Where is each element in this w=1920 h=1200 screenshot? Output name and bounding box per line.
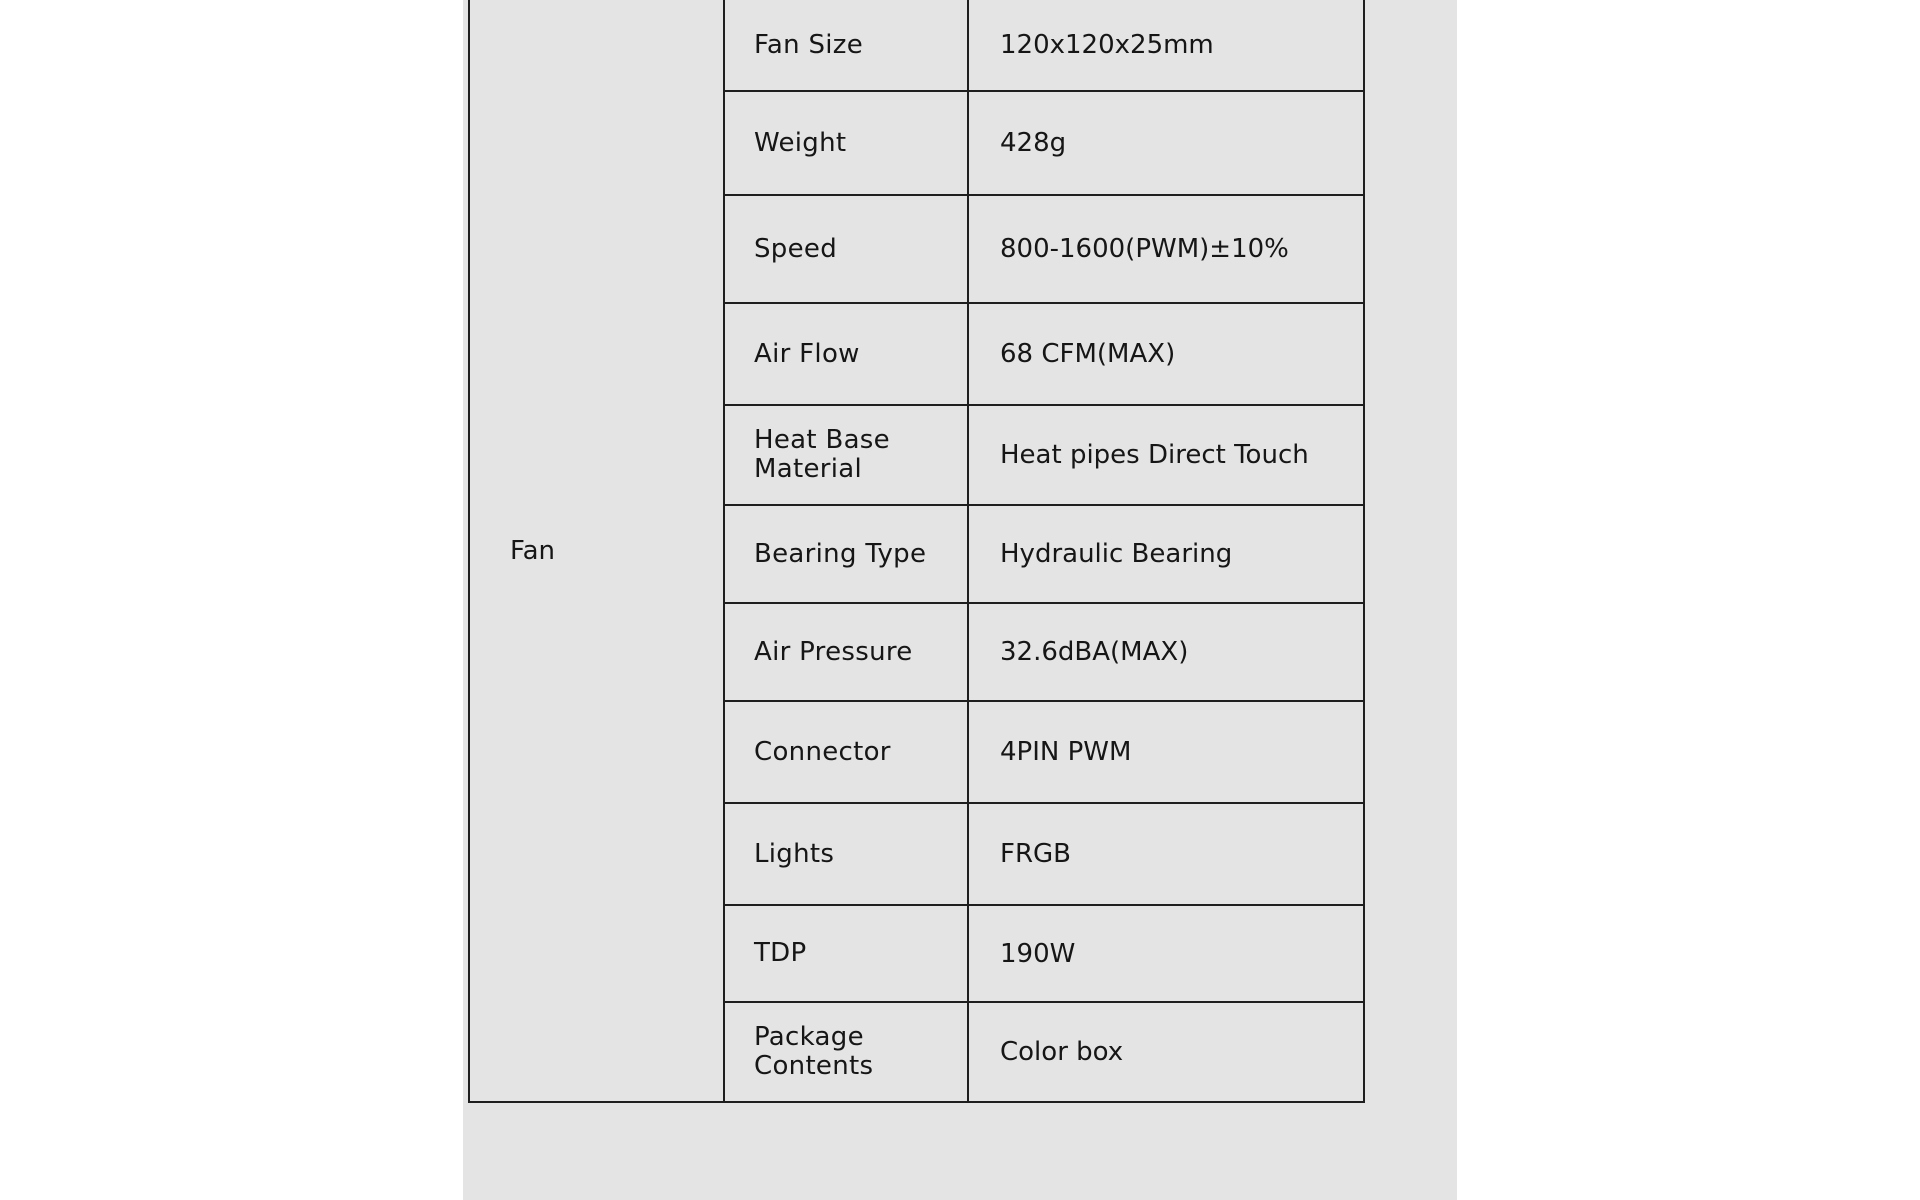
spec-label-air-flow: Air Flow bbox=[724, 303, 968, 405]
spec-label-weight: Weight bbox=[724, 91, 968, 195]
spec-label-package-contents: Package Contents bbox=[724, 1002, 968, 1102]
spec-value-connector: 4PIN PWM bbox=[968, 701, 1364, 803]
spec-label-tdp: TDP bbox=[724, 905, 968, 1002]
group-label-fan: Fan bbox=[469, 0, 724, 1102]
spec-value-tdp: 190W bbox=[968, 905, 1364, 1002]
fan-spec-table bbox=[468, 0, 1365, 1103]
spec-label-air-pressure: Air Pressure bbox=[724, 603, 968, 701]
spec-value-air-pressure: 32.6dBA(MAX) bbox=[968, 603, 1364, 701]
spec-value-fan-size: 120x120x25mm bbox=[968, 0, 1364, 91]
spec-value-air-flow: 68 CFM(MAX) bbox=[968, 303, 1364, 405]
spec-label-bearing-type: Bearing Type bbox=[724, 505, 968, 603]
table-row bbox=[469, 0, 1364, 91]
spec-label-lights: Lights bbox=[724, 803, 968, 905]
spec-value-heat-base-material: Heat pipes Direct Touch bbox=[968, 405, 1364, 505]
spec-label-speed: Speed bbox=[724, 195, 968, 303]
spec-label-fan-size: Fan Size bbox=[724, 0, 968, 91]
spec-value-weight: 428g bbox=[968, 91, 1364, 195]
spec-value-lights: FRGB bbox=[968, 803, 1364, 905]
spec-label-connector: Connector bbox=[724, 701, 968, 803]
spec-value-speed: 800-1600(PWM)±10% bbox=[968, 195, 1364, 303]
spec-value-package-contents: Color box bbox=[968, 1002, 1364, 1102]
spec-value-bearing-type: Hydraulic Bearing bbox=[968, 505, 1364, 603]
spec-label-heat-base-material: Heat Base Material bbox=[724, 405, 968, 505]
